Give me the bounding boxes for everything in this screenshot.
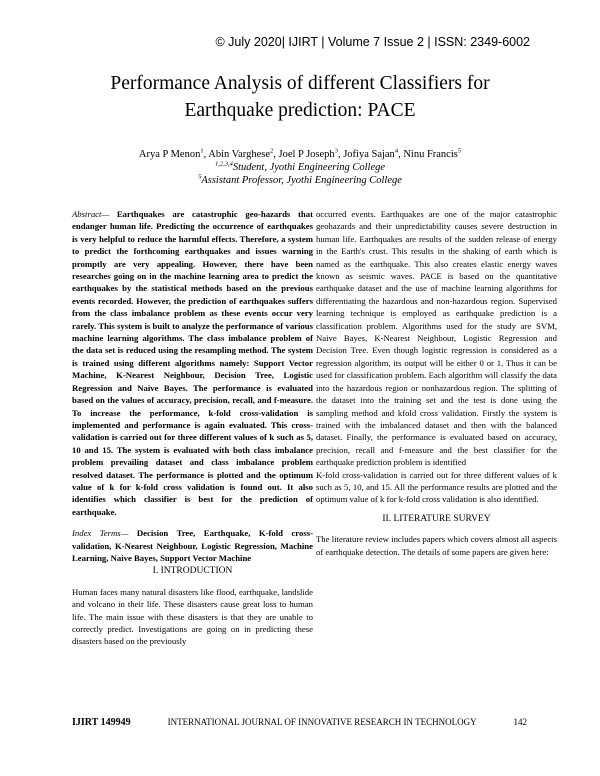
abstract-body: Earthquakes are catastrophic geo-hazards that endanger human life. Predicting the occurrence of earthquakes is very helpful to reduce the harmful effects. Therefore, a system to predict the forthcoming earthquakes and issues warning promptly are very appealing. However, there have been researches going on in the machine learning area to predict the earthquakes by the statistical methods based on the previous events recorded. However, the prediction of earthquakes suffers from the class imbalance problem as these events occur very rarely. This system is built to analyze the performance of various machine learning algorithms. The class imbalance problem of the data set is reduced using the resampling method. The system is trained using different algorithms namely: Support Vector Machine, K-Nearest Neighbour, Decision Tree, Logistic Regression and Naive Bayes. The performance is evaluated based on the values of accuracy, precision, recall, and f-measure. To increase the performance, k-fold cross-validation is implemented and performance is again evaluated. This cross-validation is carried out for three different values of k such as 5, 10 and 15. The system is evaluated with both class imbalance problem prevailing dataset and class imbalance problem resolved dataset. The performance is plotted and the optimum value of k for k-fold cross validation is found out. It also identifies which classifier is best for the prediction of earthquake. bbox=[72, 209, 313, 517]
affiliation-sup: 5 bbox=[198, 173, 202, 181]
author-separator: , bbox=[203, 149, 209, 160]
footer-paper-id: IJIRT 149949 bbox=[72, 717, 131, 728]
footer-journal-name: INTERNATIONAL JOURNAL OF INNOVATIVE RESEARCH IN TECHNOLOGY bbox=[167, 717, 477, 727]
footer-page-number: 142 bbox=[513, 717, 527, 727]
literature-paragraph: The literature review includes papers which covers almost all aspects of earthquake detection. The details of some papers are given here: bbox=[316, 534, 557, 557]
author-name: Jofiya Sajan bbox=[343, 149, 395, 160]
index-terms-body: Decision Tree, Earthquake, K-fold cross-validation, K-Nearest Neighbour, Logistic Regression, Machine Learning, Naive Bayes, Support Vector Machine bbox=[72, 528, 313, 563]
paper-title bbox=[60, 70, 540, 124]
journal-info-header: © July 2020| IJIRT | Volume 7 Issue 2 | ISSN: 2349-6002 bbox=[215, 35, 530, 49]
author-separator: , bbox=[337, 149, 344, 160]
affiliation-students bbox=[60, 161, 540, 174]
author-sup: 3 bbox=[334, 147, 338, 155]
author-sup: 4 bbox=[394, 147, 399, 155]
author-separator: , bbox=[273, 149, 279, 160]
affiliation-text: Assistant Professor, Jyothi Engineering College bbox=[201, 175, 402, 186]
intro-paragraph-continued: occurred events. Earthquakes are one of the major catastrophic geohazards and their unpredictability causes severe destruction in human life. Earthquakes are results of the sudden release of energy in the Earth's crust. This results in the shaking of earth which is named as the earthquake. This also creates elastic energy waves known as seismic waves. PACE is based on the quantitative earthquake dataset and the use of machine learning algorithms for differentiating the hazardous and non-hazardous region. Supervised learning technique is employed as earthquake prediction is a classification problem. Algorithms used for the study are SVM, Naive Bayes, K-Nearest Neighbour, Logistic Regression and Decision Tree. Even though logistic regression is considered as a regression algorithm, its output will be either 0 or 1. Thus it can be used for classification problem. Each algorithm will classify the data into the hazardous region or nonhazardous region. The splitting of the dataset into the training set and the test is done using the sampling method and kfold cross validation. Firstly the system is trained with the imbalanced dataset and then with the balanced dataset. Finally, the performance is evaluated based on accuracy, precision, recall and f-measure and the best classifier for the earthquake prediction problem is identified bbox=[316, 209, 557, 468]
title-line-2: Earthquake prediction: PACE bbox=[184, 100, 416, 121]
author-sup: 1 bbox=[200, 147, 204, 155]
intro-paragraph: Human faces many natural disasters like flood, earthquake, landslide and volcano in their life. These disasters cause great loss to human life. The main issue with these disasters is that they are unable to correctly predict. Investigations are going on in predicting these disasters based on the previously bbox=[72, 586, 313, 647]
author-sup: 2 bbox=[269, 147, 274, 155]
affiliation-text: Student, Jyothi Engineering College bbox=[232, 162, 386, 173]
author-sup: 5 bbox=[457, 147, 462, 155]
index-terms-label: Index Terms— bbox=[72, 528, 129, 539]
author-name: Joel P Joseph bbox=[278, 149, 335, 160]
left-column bbox=[72, 208, 313, 648]
author-list bbox=[60, 148, 540, 161]
abstract bbox=[72, 208, 313, 518]
author-name: Ninu Francis bbox=[403, 149, 458, 160]
index-terms bbox=[72, 527, 313, 564]
right-column bbox=[316, 208, 557, 558]
author-name: Arya P Menon bbox=[138, 149, 201, 160]
affiliation-sup: 1,2,3,4 bbox=[214, 160, 233, 168]
kfold-paragraph: K-fold cross-validation is carried out for three different values of k such as 5, 10, and 15. All the performance results are plotted and the optimum value of k for k-fold cross validation is also identified. bbox=[316, 469, 557, 505]
author-separator: , bbox=[398, 149, 404, 160]
page-footer bbox=[72, 717, 527, 728]
section-heading-literature-survey: II. LITERATURE SURVEY bbox=[382, 513, 491, 524]
abstract-label: Abstract— bbox=[72, 209, 110, 219]
affiliation-professor bbox=[60, 174, 540, 187]
title-line-1: Performance Analysis of different Classifiers for bbox=[110, 73, 490, 94]
author-block bbox=[60, 148, 540, 187]
author-name: Abin Varghese bbox=[208, 149, 270, 160]
section-heading-introduction: I. INTRODUCTION bbox=[152, 566, 233, 577]
